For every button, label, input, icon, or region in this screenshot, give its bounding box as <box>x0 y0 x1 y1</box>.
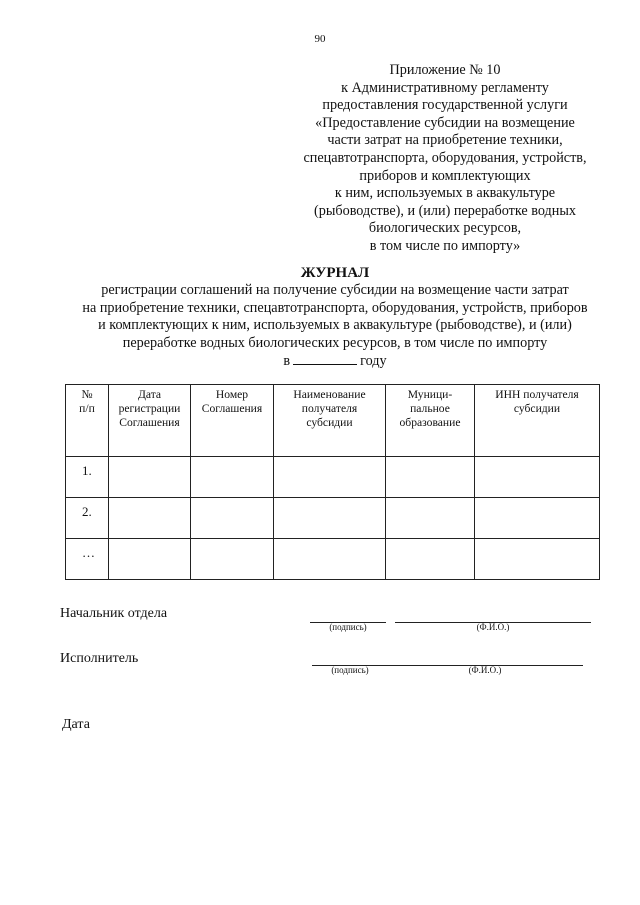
table-cell[interactable] <box>191 457 274 498</box>
appendix-line: к Административному регламенту <box>341 79 549 96</box>
subtitle-line: переработке водных биологических ресурсов, в том числе по импорту <box>122 334 548 351</box>
executor-label: Исполнитель <box>60 651 139 666</box>
col-header-agreement-number: Номер Соглашения <box>191 385 274 457</box>
col-header-municipality: Муници- пальное образование <box>386 385 475 457</box>
appendix-line: в том числе по импорту» <box>369 237 521 254</box>
appendix-line: «Предоставление субсидии на возмещение <box>315 114 575 131</box>
year-suffix: году <box>360 353 387 369</box>
row-number: … <box>66 539 109 580</box>
chief-fio-caption: (Ф.И.О.) <box>476 622 510 632</box>
appendix-line: предоставления государственной услуги <box>322 97 568 114</box>
appendix-line: биологических ресурсов, <box>368 220 522 237</box>
year-blank[interactable] <box>293 352 357 365</box>
executor-signature-caption: (подпись) <box>331 665 369 675</box>
table-cell[interactable] <box>274 498 386 539</box>
table-header-row <box>66 385 600 457</box>
chief-signature-caption: (подпись) <box>329 622 367 632</box>
table-row <box>66 498 600 539</box>
col-header-recipient-name: Наименование получателя субсидии <box>274 385 386 457</box>
table-cell[interactable] <box>386 498 475 539</box>
appendix-line: Приложение № 10 <box>389 62 501 78</box>
subtitle-line: на приобретение техники, спецавтотранспорта, оборудования, устройств, приборов <box>82 299 588 316</box>
year-prefix: в <box>283 353 291 369</box>
table-row <box>66 457 600 498</box>
appendix-block <box>290 62 600 256</box>
row-number: 1. <box>66 457 109 498</box>
table-cell[interactable] <box>274 539 386 580</box>
table-cell[interactable] <box>109 457 191 498</box>
table-cell[interactable] <box>475 457 600 498</box>
subtitle-line: и комплектующих к ним, используемых в аквакультуре (рыбоводстве), и (или) <box>98 317 572 333</box>
appendix-line: (рыбоводстве), и (или) переработке водных <box>314 202 576 219</box>
table-row <box>66 539 600 580</box>
appendix-line: к ним, используемых в аквакультуре <box>334 185 556 202</box>
table-cell[interactable] <box>386 539 475 580</box>
table-cell[interactable] <box>274 457 386 498</box>
page-number: 90 <box>314 33 326 45</box>
col-header-number: № п/п <box>66 385 109 457</box>
table-cell[interactable] <box>109 498 191 539</box>
register-table <box>65 384 600 580</box>
table-cell[interactable] <box>191 539 274 580</box>
executor-fio-caption: (Ф.И.О.) <box>468 665 502 675</box>
table-cell[interactable] <box>475 539 600 580</box>
col-header-inn: ИНН получателя субсидии <box>475 385 600 457</box>
table-cell[interactable] <box>109 539 191 580</box>
table-cell[interactable] <box>475 498 600 539</box>
appendix-line: спецавтотранспорта, оборудования, устройств, <box>303 149 587 166</box>
year-line <box>40 352 630 371</box>
table-cell[interactable] <box>191 498 274 539</box>
document-title: ЖУРНАЛ <box>300 265 370 281</box>
document-subtitle <box>40 282 630 371</box>
appendix-line: части затрат на приобретение техники, <box>327 132 563 149</box>
subtitle-line: регистрации соглашений на получение субсидии на возмещение части затрат <box>101 282 569 298</box>
date-label: Дата <box>62 717 90 732</box>
chief-label: Начальник отдела <box>60 606 168 621</box>
table-cell[interactable] <box>386 457 475 498</box>
appendix-line: приборов и комплектующих <box>359 167 531 184</box>
col-header-registration-date: Дата регистрации Соглашения <box>109 385 191 457</box>
row-number: 2. <box>66 498 109 539</box>
